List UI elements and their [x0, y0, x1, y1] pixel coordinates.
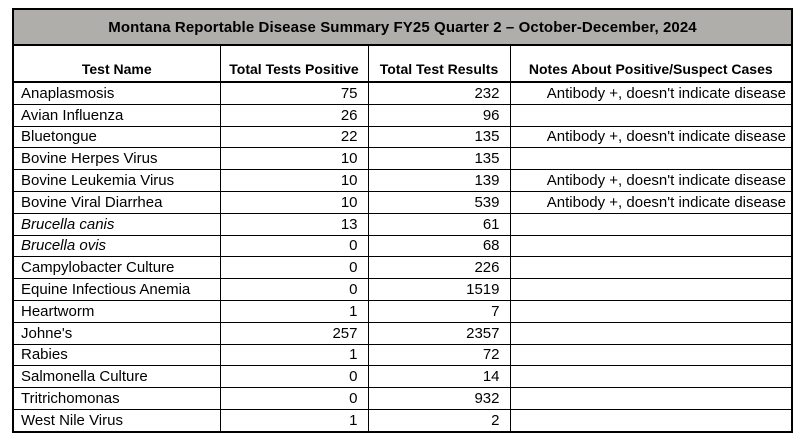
table-row — [13, 213, 792, 235]
test-results-cell: 2357 — [368, 322, 510, 344]
notes-cell — [510, 213, 792, 235]
notes-cell — [510, 257, 792, 279]
column-header-test-name: Test Name — [13, 45, 220, 82]
test-name-cell: Bovine Viral Diarrhea — [13, 191, 220, 213]
column-header-tests-positive: Total Tests Positive — [220, 45, 368, 82]
test-name-cell: Johne's — [13, 322, 220, 344]
tests-positive-cell: 0 — [220, 257, 368, 279]
notes-cell: Antibody +, doesn't indicate disease — [510, 170, 792, 192]
table-title: Montana Reportable Disease Summary FY25 Quarter 2 – October-December, 2024 — [13, 9, 792, 45]
table-header-row — [13, 45, 792, 82]
test-results-cell: 135 — [368, 148, 510, 170]
notes-cell: Antibody +, doesn't indicate disease — [510, 191, 792, 213]
table-row — [13, 170, 792, 192]
tests-positive-cell: 10 — [220, 170, 368, 192]
test-results-cell: 1519 — [368, 279, 510, 301]
test-name-cell: Campylobacter Culture — [13, 257, 220, 279]
test-results-cell: 135 — [368, 126, 510, 148]
notes-cell — [510, 104, 792, 126]
table-row — [13, 104, 792, 126]
tests-positive-cell: 0 — [220, 366, 368, 388]
tests-positive-cell: 257 — [220, 322, 368, 344]
test-results-cell: 14 — [368, 366, 510, 388]
tests-positive-cell: 0 — [220, 388, 368, 410]
test-name-cell: Bluetongue — [13, 126, 220, 148]
notes-cell — [510, 148, 792, 170]
tests-positive-cell: 13 — [220, 213, 368, 235]
table-row — [13, 279, 792, 301]
test-name-cell: Avian Influenza — [13, 104, 220, 126]
test-results-cell: 68 — [368, 235, 510, 257]
test-results-cell: 72 — [368, 344, 510, 366]
notes-cell — [510, 300, 792, 322]
test-results-cell: 139 — [368, 170, 510, 192]
tests-positive-cell: 0 — [220, 279, 368, 301]
test-results-cell: 96 — [368, 104, 510, 126]
table-row — [13, 344, 792, 366]
column-header-notes: Notes About Positive/Suspect Cases — [510, 45, 792, 82]
test-name-cell: Bovine Herpes Virus — [13, 148, 220, 170]
table-row — [13, 257, 792, 279]
disease-summary-table — [12, 8, 793, 433]
table-row — [13, 235, 792, 257]
tests-positive-cell: 1 — [220, 300, 368, 322]
column-header-test-results: Total Test Results — [368, 45, 510, 82]
test-name-cell: Brucella ovis — [13, 235, 220, 257]
tests-positive-cell: 10 — [220, 191, 368, 213]
tests-positive-cell: 26 — [220, 104, 368, 126]
notes-cell — [510, 409, 792, 431]
table-row — [13, 148, 792, 170]
table-row — [13, 126, 792, 148]
notes-cell — [510, 322, 792, 344]
tests-positive-cell: 75 — [220, 82, 368, 104]
notes-cell — [510, 279, 792, 301]
test-results-cell: 226 — [368, 257, 510, 279]
notes-cell — [510, 388, 792, 410]
test-name-cell: Rabies — [13, 344, 220, 366]
test-results-cell: 61 — [368, 213, 510, 235]
test-results-cell: 2 — [368, 409, 510, 431]
test-name-cell: Salmonella Culture — [13, 366, 220, 388]
notes-cell: Antibody +, doesn't indicate disease — [510, 82, 792, 104]
notes-cell — [510, 235, 792, 257]
test-name-cell: Bovine Leukemia Virus — [13, 170, 220, 192]
test-results-cell: 539 — [368, 191, 510, 213]
tests-positive-cell: 22 — [220, 126, 368, 148]
test-name-cell: Brucella canis — [13, 213, 220, 235]
test-results-cell: 932 — [368, 388, 510, 410]
test-name-cell: Heartworm — [13, 300, 220, 322]
table-row — [13, 82, 792, 104]
tests-positive-cell: 1 — [220, 409, 368, 431]
test-results-cell: 7 — [368, 300, 510, 322]
tests-positive-cell: 0 — [220, 235, 368, 257]
table-row — [13, 366, 792, 388]
test-name-cell: Equine Infectious Anemia — [13, 279, 220, 301]
table-title-row — [13, 9, 792, 45]
notes-cell: Antibody +, doesn't indicate disease — [510, 126, 792, 148]
tests-positive-cell: 10 — [220, 148, 368, 170]
table-row — [13, 322, 792, 344]
test-name-cell: Anaplasmosis — [13, 82, 220, 104]
tests-positive-cell: 1 — [220, 344, 368, 366]
table-row — [13, 300, 792, 322]
test-name-cell: West Nile Virus — [13, 409, 220, 431]
table-row — [13, 191, 792, 213]
notes-cell — [510, 366, 792, 388]
test-results-cell: 232 — [368, 82, 510, 104]
test-name-cell: Tritrichomonas — [13, 388, 220, 410]
notes-cell — [510, 344, 792, 366]
table-row — [13, 409, 792, 431]
table-row — [13, 388, 792, 410]
